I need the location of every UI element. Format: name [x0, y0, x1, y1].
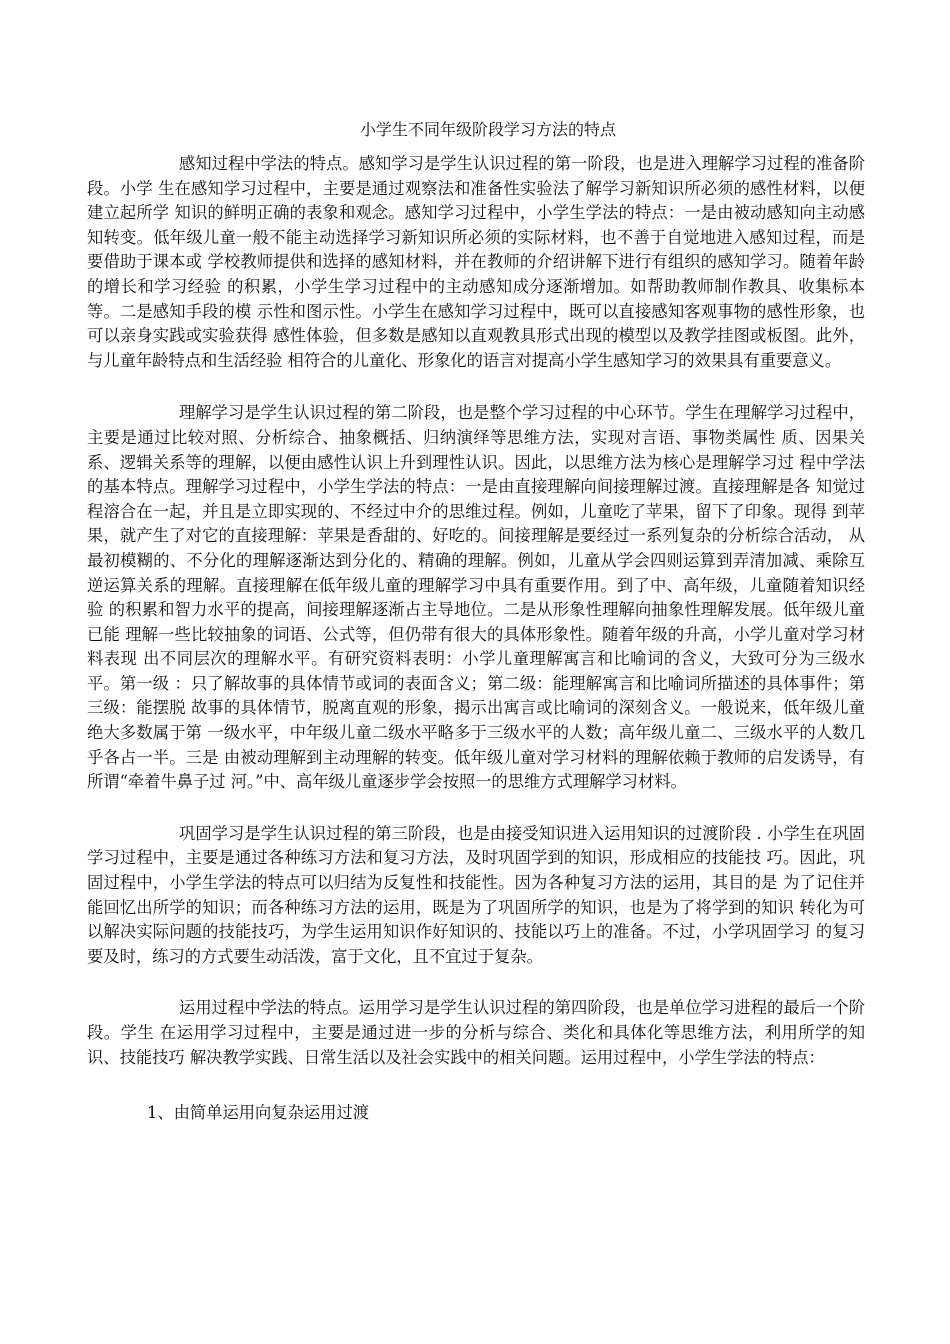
- paragraph-application: 运用过程中学法的特点。运用学习是学生认识过程的第四阶段，也是单位学习进程的最后一个阶段。学生 在运用学习过程中，主要是通过进一步的分析与综合、类化和具体化等思维方法，利用所学的知识、技能技巧 解决教学实践、日常生活以及社会实践中的相关问题。运用过程中，小学生学法的特点：: [87, 998, 865, 1067]
- document-title: 小学生不同年级阶段学习方法的特点: [359, 120, 616, 139]
- paragraph-understanding: 理解学习是学生认识过程的第二阶段，也是整个学习过程的中心环节。学生在理解学习过程中，主要是通过比较对照、分析综合、抽象概括、归纳演绎等思维方法，实现对言语、事物类属性 质、因果关系、逻辑关系等的理解，以便由感性认识上升到理性认识。因此，以思维方法为核心是理解学习过 程中学法的基本特点。理解学习过程中，小学生学法的特点：一是由直接理解向间接理解过渡。直接理解是各 知觉过程溶合在一起，并且是立即实现的、不经过中介的思维过程。例如，儿童吃了苹果，留下了印象。现得 到苹果，就产生了对它的直接理解：苹果是香甜的、好吃的。间接理解是要经过一系列复杂的分析综合活动， 从最初模糊的、不分化的理解逐渐达到分化的、精确的理解。例如，儿童从学会四则运算到弄清加减、乘除互 逆运算关系的理解。直接理解在低年级儿童的理解学习中具有重要作用。到了中、高年级，儿童随着知识经验 的积累和智力水平的提高，间接理解逐渐占主导地位。二是从形象性理解向抽象性理解发展。低年级儿童已能 理解一些比较抽象的词语、公式等，但仍带有很大的具体形象性。随着年级的升高，小学儿童对学习材料表现 出不同层次的理解水平。有研究资料表明：小学儿童理解寓言和比喻词的含义，大致可分为三级水平。第一级 ：只了解故事的具体情节或词的表面含义；第二级：能理解寓言和比喻词所描述的具体事件；第三级：能摆脱 故事的具体情节，脱离直观的形象，揭示出寓言或比喻词的深刻含义。一般说来，低年级儿童绝大多数属于第 一级水平，中年级儿童二级水平略多于三级水平的人数；高年级儿童二、三级水平的人数几乎各占一半。三是 由被动理解到主动理解的转变。低年级儿童对学习材料的理解依赖于教师的启发诱导，有所谓“牵着牛鼻子过 河。”中、高年级儿童逐步学会按照一的思维方式理解学习材料。: [87, 403, 865, 792]
- paragraph-consolidation: 巩固学习是学生认识过程的第三阶段，也是由接受知识进入运用知识的过渡阶段 . 小学生在巩固学习过程中，主要是通过各种练习方法和复习方法，及时巩固学到的知识，形成相应的技能技 巧。因此，巩固过程中，小学生学法的特点可以归结为反复性和技能性。因为各种复习方法的运用，其目的是 为了记住并能回忆出所学的知识；而各种练习方法的运用，既是为了巩固所学的知识，也是为了将学到的知识 转化为可以解决实际问题的技能技巧，为学生运用知识作好知识的、技能以巧上的准备。不过，小学巩固学习 的复习要及时，练习的方式要生动活泼，富于文化，且不宜过于复杂。: [87, 823, 865, 966]
- paragraph-perception: 感知过程中学法的特点。感知学习是学生认识过程的第一阶段，也是进入理解学习过程的准备阶段。小学 生在感知学习过程中，主要是通过观察法和准备性实验法了解学习新知识所必须的感性材料，以便建立起所学 知识的鲜明正确的表象和观念。感知学习过程中，小学生学法的特点：一是由被动感知向主动感知转变。低年级儿童一般不能主动选择学习新知识所必须的实际材料，也不善于自觉地进入感知过程，而是要借助于课本或 学校教师提供和选择的感知材料，并在教师的介绍讲解下进行有组织的感知学习。随着年龄的增长和学习经验 的积累，小学生学习过程中的主动感知成分逐渐增加。如帮助教师制作教具、收集标本等。二是感知手段的模 示性和图示性。小学生在感知学习过程中，既可以直接感知客观事物的感性形象，也可以亲身实践或实验获得 感性体验，但多数是感知以直观教具形式出现的模型以及教学挂图或板图。此外，与儿童年龄特点和生活经验 相符合的儿童化、形象化的语言对提高小学生感知学习的效果具有重要意义。: [87, 154, 865, 370]
- document-page: [87, 118, 865, 1126]
- list-item-1: 1、由简单运用向复杂运用过渡: [147, 1103, 370, 1123]
